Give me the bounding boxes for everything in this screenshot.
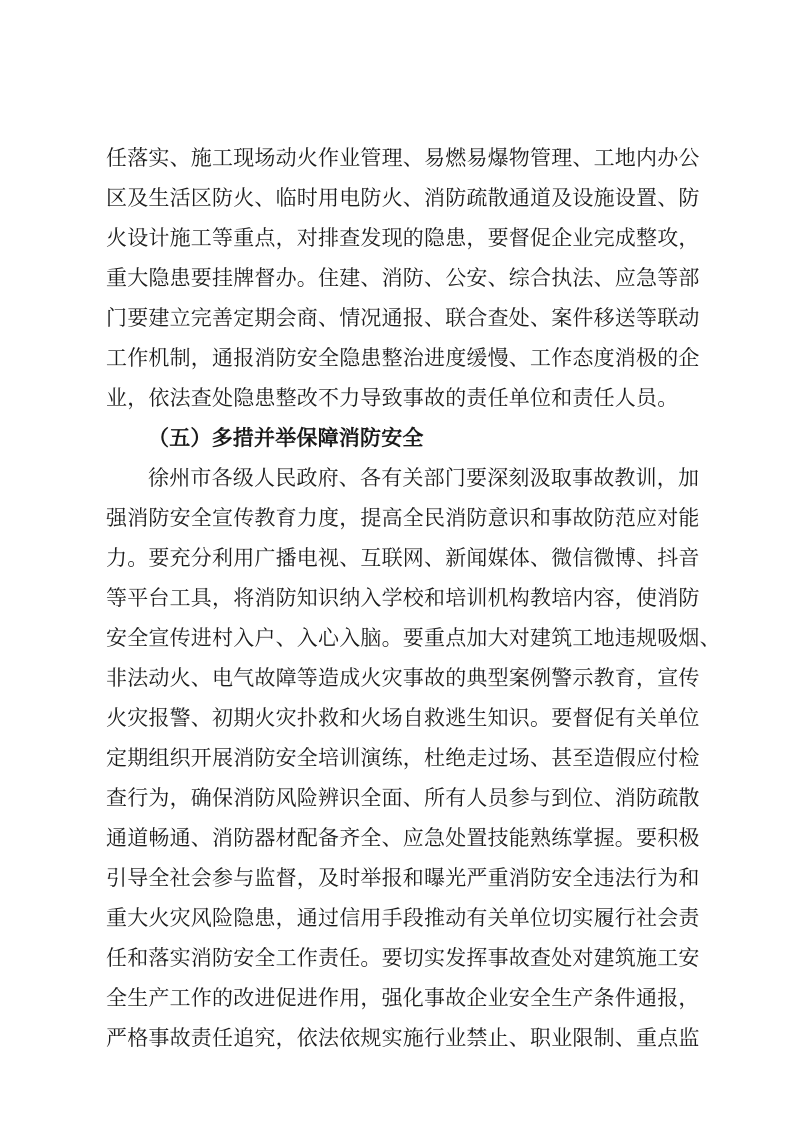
text-line: 工作机制，通报消防安全隐患整治进度缓慢、工作态度消极的企 xyxy=(106,346,700,370)
section-heading: （五）多措并举保障消防安全 xyxy=(148,425,424,450)
text-line: 业，依法查处隐患整改不力导致事故的责任单位和责任人员。 xyxy=(106,386,679,410)
text-line: 力。要充分利用广播电视、互联网、新闻媒体、微信微博、抖音 xyxy=(106,546,700,570)
text-line: 等平台工具，将消防知识纳入学校和培训机构教培内容，使消防 xyxy=(106,586,700,610)
text-line: 安全宣传进村入户、入心入脑。要重点加大对建筑工地违规吸烟、 xyxy=(106,626,721,650)
text-line: 任落实、施工现场动火作业管理、易燃易爆物管理、工地内办公 xyxy=(106,146,700,170)
text-line: 任和落实消防安全工作责任。要切实发挥事故查处对建筑施工安 xyxy=(106,946,700,970)
text-line: 定期组织开展消防安全培训演练，杜绝走过场、甚至造假应付检 xyxy=(106,746,700,770)
paragraph-first-line: 徐州市各级人民政府、各有关部门要深刻汲取事故教训，加 xyxy=(148,466,700,490)
text-line: 强消防安全宣传教育力度，提高全民消防意识和事故防范应对能 xyxy=(106,506,700,530)
text-line: 区及生活区防火、临时用电防火、消防疏散通道及设施设置、防 xyxy=(106,186,700,210)
text-line: 重大隐患要挂牌督办。住建、消防、公安、综合执法、应急等部 xyxy=(106,266,700,290)
text-line: 严格事故责任追究，依法依规实施行业禁止、职业限制、重点监 xyxy=(106,1026,700,1050)
text-line: 非法动火、电气故障等造成火灾事故的典型案例警示教育，宣传 xyxy=(106,666,700,690)
text-line: 门要建立完善定期会商、情况通报、联合查处、案件移送等联动 xyxy=(106,306,700,330)
text-line: 查行为，确保消防风险辨识全面、所有人员参与到位、消防疏散 xyxy=(106,786,700,810)
text-line: 引导全社会参与监督，及时举报和曝光严重消防安全违法行为和 xyxy=(106,866,700,890)
text-line: 重大火灾风险隐患，通过信用手段推动有关单位切实履行社会责 xyxy=(106,906,700,930)
text-line: 通道畅通、消防器材配备齐全、应急处置技能熟练掌握。要积极 xyxy=(106,826,700,850)
text-line: 火灾报警、初期火灾扑救和火场自救逃生知识。要督促有关单位 xyxy=(106,706,700,730)
text-line: 火设计施工等重点，对排查发现的隐患，要督促企业完成整攻， xyxy=(106,226,700,250)
text-line: 全生产工作的改进促进作用，强化事故企业安全生产条件通报， xyxy=(106,986,700,1010)
